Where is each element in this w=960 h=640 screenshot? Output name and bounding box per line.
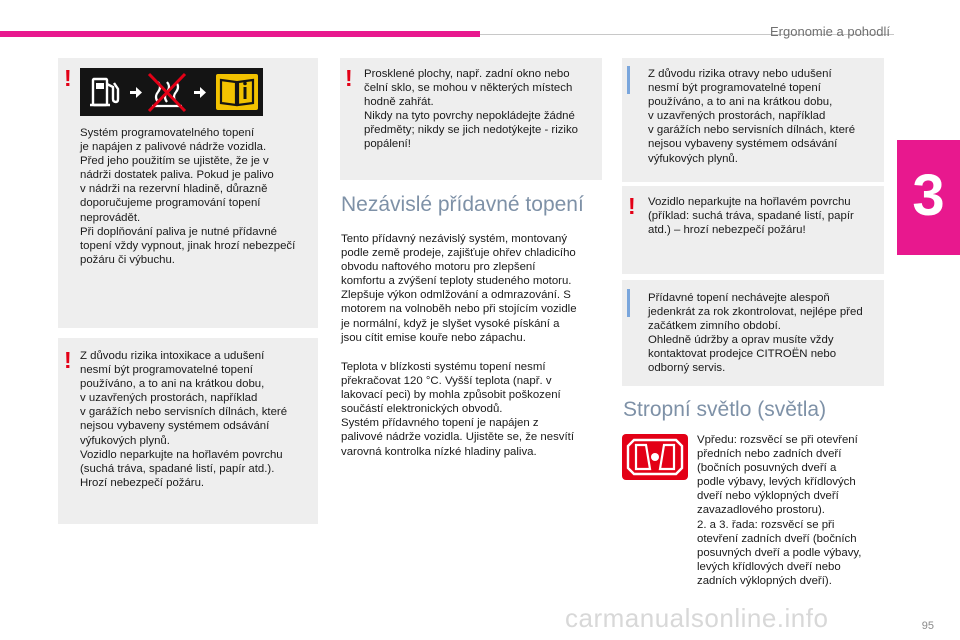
chapter-tab <box>897 140 960 255</box>
arrow-icon <box>194 87 206 98</box>
pictogram-graphic <box>80 68 263 116</box>
fuel-heater-pictogram <box>80 68 263 116</box>
warning-icon: ! <box>64 65 72 91</box>
courtesy-lamp-door-icon <box>622 434 688 480</box>
manual-info-icon <box>216 74 258 110</box>
section-heading-courtesy-lamp: Stropní světlo (světla) <box>623 398 827 421</box>
heater-crossed-icon <box>149 74 185 111</box>
info-marker <box>627 289 630 317</box>
fuel-pump-icon <box>90 79 118 105</box>
intoxication-warning-text: Z důvodu rizika intoxikace a udušení nesmí být programovatelné topení používáno, a to ani na krátkou dobu, v uzavřených prostorách, například v garážích nebo servisních dílnách, které nejsou vybaveny systémem odsávání výfukových plynů. Vozidlo neparkujte na hořlavém povrchu (suchá tráva, spadané listí, papír atd.). Hrozí nebezpečí požáru. <box>80 350 288 489</box>
heater-description: Tento přídavný nezávislý systém, montovaný podle země prodeje, zajišťuje ohřev chladicího obvodu naftového motoru pro zlepšení komfortu a zvýšení teploty studeného motoru. Zlepšuje výkon odmlžování a odmrazování. S motorem na volnoběh nebo při stojícím vozidle je normální, když je slyšet vysoké pískání a jsou cítit emise kouře nebo zápachu. <box>341 233 577 344</box>
poisoning-info-text: Z důvodu rizika otravy nebo udušení nesmí být programovatelné topení používáno, a to ani na krátkou dobu, v uzavřených prostorách, například v garážích nebo servisních dílnách, které nejsou vybaveny systémem odsávání výfukových plynů. <box>648 68 856 165</box>
maintenance-info-text: Přídavné topení nechávejte alespoň jedenkrát za rok zkontrolovat, nejlépe před začátkem zimního období. Ohledně údržby a oprav musíte vždy kontaktovat prodejce CITROËN nebo odborný servis. <box>648 292 863 375</box>
parking-warning-text: Vozidlo neparkujte na hořlavém povrchu (příklad: suchá tráva, spadané listí, papír atd.) – hrozí nebezpečí požáru! <box>648 196 854 237</box>
section-title: Ergonomie a pohodlí <box>770 24 890 39</box>
section-heading-heater: Nezávislé přídavné topení <box>341 193 584 216</box>
warning-icon: ! <box>64 347 72 373</box>
warning-icon: ! <box>628 193 636 219</box>
info-marker <box>627 66 630 94</box>
page-number: 95 <box>921 620 934 632</box>
header-accent-bar <box>0 31 480 37</box>
heater-temperature-note: Teplota v blízkosti systému topení nesmí překračovat 120 °C. Vyšší teplota (např. v lakovací peci) by mohla způsobit poškození součástí elektronických obvodů. Systém přídavného topení je napájen z palivové nádrže vozidla. Ujistěte se, že nesvítí varovná kontrolka nízké hladiny paliva. <box>341 361 574 458</box>
watermark: carmanualsonline.info <box>565 603 829 633</box>
chapter-number: 3 <box>912 163 945 228</box>
fuel-warning-text: Systém programovatelného topení je napájen z palivové nádrže vozidla. Před jeho použitím se ujistěte, že je v nádrži dostatek paliva. Pokud je palivo v nádrži na rezervní hladině, důrazně doporučujeme programování topení neprovádět. Při doplňování paliva je nutné přídavné topení vždy vypnout, jinak hrozí nebezpečí požáru či výbuchu. <box>80 127 296 266</box>
arrow-icon <box>130 87 142 98</box>
glass-warning-text: Prosklené plochy, např. zadní okno nebo čelní sklo, se mohou v některých místech hodně zahřát. Nikdy na tyto povrchy nepokládejte žádné předměty; nikdy se jich nedotýkejte - riziko popálení! <box>364 68 578 151</box>
courtesy-lamp-text: Vpředu: rozsvěcí se při otevření předních nebo zadních dveří (bočních posuvných dveří a podle výbavy, levých křídlových dveří nebo výklopných dveří zavazadlového prostoru). 2. a 3. řada: rozsvěcí se při otevření zadních dveří (bočních posuvných dveří a podle výbavy, levých křídlových dveří nebo zadních výklopných dveří). <box>697 434 862 587</box>
lamp-graphic <box>622 434 688 480</box>
warning-icon: ! <box>345 65 353 91</box>
